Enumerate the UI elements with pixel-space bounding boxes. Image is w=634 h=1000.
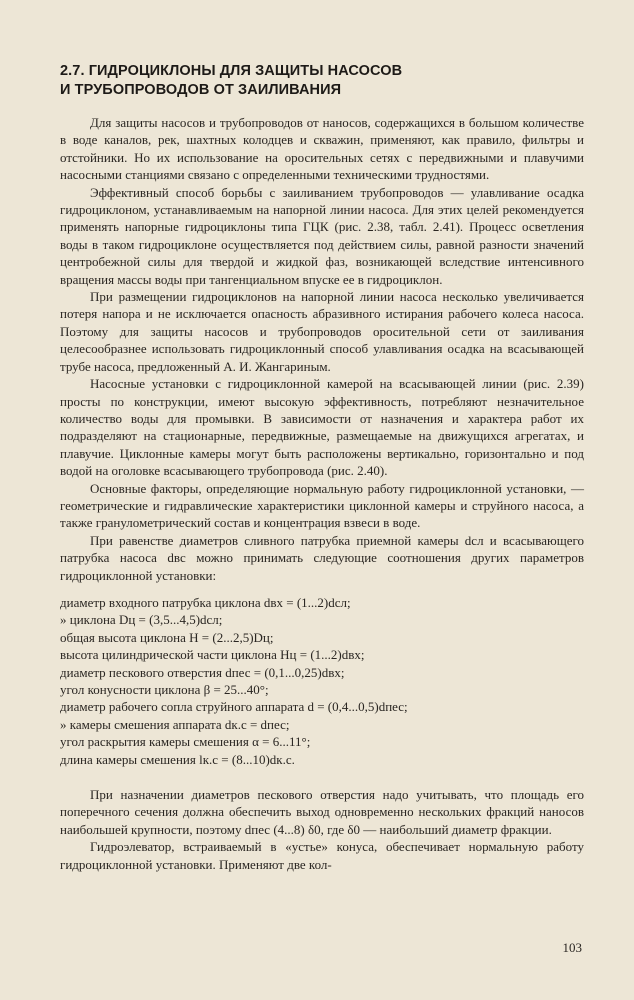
parameter-line: угол раскрытия камеры смешения α = 6...11°; — [60, 734, 311, 750]
paragraph: При размещении гидроциклонов на напорной линии насоса несколько увеличивается потеря напора и не исключается опасность абразивного истирания рабочего колеса насоса. Поэтому для защиты насосов и трубопроводов оросительной сети от заиливания целесообразнее использовать гидроциклонный способ улавливания осадка на всасывающей трубе насоса, предложенный А. И. Жангариным. — [60, 289, 584, 374]
paragraph: Эффективный способ борьбы с заиливанием трубопроводов — улавливание осадка гидроциклоном, устанавливаемым на напорной линии насоса. Для этих целей рекомендуется применять напорные гидроциклоны типа ГЦК (рис. 2.38, табл. 2.41). Процесс осветления воды в таком гидроциклоне осуществляется под действием силы, равной разности значений центробежной силы для твердой и жидкой фаз, возникающей вследствие интенсивного вращения массы воды при тангенциальном впуске ее в гидроциклон. — [60, 184, 584, 287]
parameter-line: высота цилиндрической части циклона Hц = (1...2)dвх; — [60, 647, 365, 663]
parameter-line: длина камеры смешения lк.с = (8...10)dк.с. — [60, 751, 295, 767]
section-heading-line-2: И ТРУБОПРОВОДОВ ОТ ЗАИЛИВАНИЯ — [60, 82, 342, 98]
parameter-line: диаметр входного патрубка циклона dвх = (1...2)dсл; — [60, 594, 351, 610]
parameter-line: диаметр рабочего сопла струйного аппарата d = (0,4...0,5)dпес; — [60, 699, 408, 715]
section-heading — [60, 62, 584, 100]
paragraph: Гидроэлеватор, встраиваемый в «устье» конуса, обеспечивает нормальную работу гидроциклонной установки. Применяют две кол- — [60, 839, 584, 872]
parameter-line: угол конусности циклона β = 25...40°; — [60, 682, 269, 697]
paragraph: Для защиты насосов и трубопроводов от наносов, содержащихся в большом количестве в воде каналов, рек, шахтных колодцев и скважин, применяют, как правило, фильтры и отстойники. Но их использование на оросительных сетях с передвижными и плавучими насосными станциями связано с определенными техническими трудностями. — [60, 115, 584, 183]
parameter-list — [60, 594, 584, 768]
spacer — [60, 778, 584, 786]
parameter-line: общая высота циклона H = (2...2,5)Dц; — [60, 629, 274, 645]
paragraph: Основные факторы, определяющие нормальную работу гидроциклонной установки, — геометрические и гидравлические характеристики циклонной камеры и струйного насоса, а также гранулометрический состав и концентрация взвеси в воде. — [60, 480, 584, 531]
parameter-line: » циклона Dц = (3,5...4,5)dсл; — [60, 612, 223, 628]
paragraph: Насосные установки с гидроциклонной камерой на всасывающей линии (рис. 2.39) просты по конструкции, имеют высокую эффективность, потребляют незначительное количество воды для промывки. В зависимости от назначения и характера работ их подразделяют на стационарные, передвижные, размещаемые на движущихся агрегатах, и плавучие. Циклонные камеры могут быть расположены вертикально, горизонтально и под водой на оголовке всасывающего трубопровода (рис. 2.40). — [60, 376, 584, 479]
paragraph: При равенстве диаметров сливного патрубка приемной камеры dсл и всасывающего патрубка насоса dвс можно принимать следующие соотношения других параметров гидроциклонной установки: — [60, 532, 584, 583]
section-heading-line-1: 2.7. ГИДРОЦИКЛОНЫ ДЛЯ ЗАЩИТЫ НАСОСОВ — [60, 63, 403, 79]
paragraph: При назначении диаметров пескового отверстия надо учитывать, что площадь его поперечного сечения должна обеспечить выход одновременно нескольких фракций наносов наибольшей крупности, поэтому dпес (4...8) δ0, где δ0 — наибольший диаметр фракции. — [60, 787, 584, 837]
parameter-line: » камеры смешения аппарата dк.с = dпес; — [60, 716, 290, 732]
page-number: 103 — [562, 940, 582, 955]
parameter-line: диаметр пескового отверстия dпес = (0,1...0,25)dвх; — [60, 664, 345, 680]
